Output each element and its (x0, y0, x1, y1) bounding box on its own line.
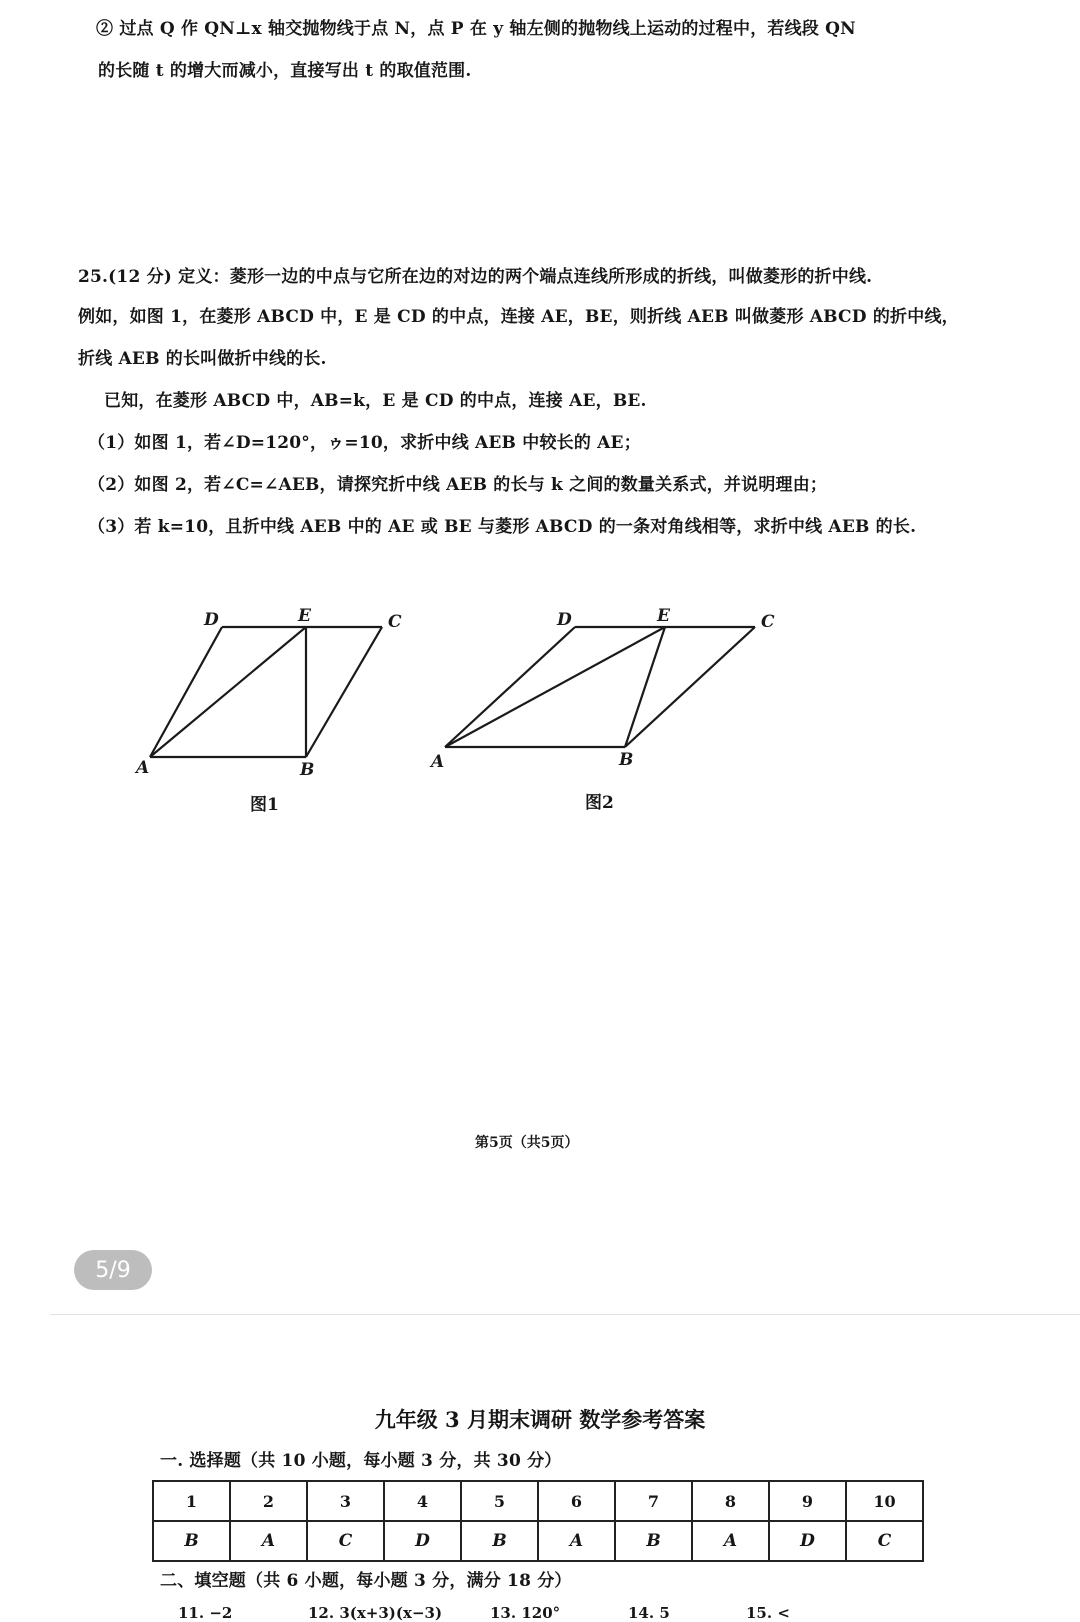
answer-cell: A (230, 1521, 307, 1561)
figure-2-caption: 图2 (585, 793, 614, 813)
question-number-cell: 3 (307, 1481, 384, 1521)
fig1-label-b: B (300, 760, 315, 775)
figure-1-rhombus (130, 605, 420, 775)
fill-answer-11: 11. −2 (178, 1604, 233, 1622)
answer-cell: D (384, 1521, 461, 1561)
page-divider (50, 1314, 1080, 1315)
fig1-label-e: E (298, 606, 311, 626)
answer-cell: B (153, 1521, 230, 1561)
q25-definition-line2: 例如，如图 1，在菱形 ABCD 中，E 是 CD 的中点，连接 AE，BE，则折线 AEB 叫做菱形 ABCD 的折中线， (78, 307, 959, 327)
q25-given: 已知，在菱形 ABCD 中，AB=k，E 是 CD 的中点，连接 AE，BE. (104, 391, 647, 411)
figure-2-rhombus (425, 605, 785, 775)
answer-cell: D (769, 1521, 846, 1561)
page-footer: 第5页（共5页） (475, 1135, 579, 1151)
figure-1-caption: 图1 (250, 795, 279, 815)
question-number-cell: 8 (692, 1481, 769, 1521)
question-number-cell: 7 (615, 1481, 692, 1521)
q25-definition-line3: 折线 AEB 的长叫做折中线的长. (78, 349, 327, 369)
q25-part3: （3）若 k=10，且折中线 AEB 中的 AE 或 BE 与菱形 ABCD 的一条对角线相等，求折中线 AEB 的长. (88, 517, 917, 537)
q24-part2-line2: 的长随 t 的增大而减小，直接写出 t 的取值范围. (98, 61, 472, 81)
fig1-label-a: A (136, 758, 150, 775)
answer-cell: C (846, 1521, 923, 1561)
fig2-label-e: E (657, 606, 670, 626)
question-number-cell: 6 (538, 1481, 615, 1521)
answer-table-answer-row (153, 1521, 923, 1561)
question-number-cell: 4 (384, 1481, 461, 1521)
fig2-label-a: A (431, 752, 445, 772)
fill-answer-14: 14. 5 (628, 1604, 670, 1622)
answer-cell: A (538, 1521, 615, 1561)
question-number-cell: 1 (153, 1481, 230, 1521)
fig1-label-d: D (204, 610, 219, 630)
q25-part2: （2）如图 2，若∠C=∠AEB，请探究折中线 AEB 的长与 k 之间的数量关系式，并说明理由； (88, 475, 828, 495)
fill-answer-12: 12. 3(x+3)(x−3) (308, 1604, 443, 1622)
answer-table-number-row (153, 1481, 923, 1521)
fill-answer-13: 13. 120° (490, 1604, 561, 1622)
answer-cell: B (615, 1521, 692, 1561)
q25-part1: （1）如图 1，若∠D=120°，ゥ=10，求折中线 AEB 中较长的 AE； (88, 433, 641, 453)
fig1-edge-da (150, 627, 222, 757)
fig1-segment-ae (150, 627, 306, 757)
fig1-edge-cb (306, 627, 382, 757)
section1-heading: 一. 选择题（共 10 小题，每小题 3 分，共 30 分） (160, 1451, 562, 1471)
fill-answer-15: 15. < (746, 1604, 790, 1622)
answer-title: 九年级 3 月期末调研 数学参考答案 (374, 1407, 706, 1432)
question-number-cell: 9 (769, 1481, 846, 1521)
fig2-label-b: B (619, 750, 634, 770)
fig1-label-c: C (388, 612, 402, 632)
fig2-label-d: D (557, 610, 572, 630)
answer-table (152, 1480, 924, 1562)
q25-definition-line1: 25.(12 分) 定义：菱形一边的中点与它所在边的对边的两个端点连线所形成的折线，叫做菱形的折中线. (78, 267, 873, 287)
answer-cell: B (461, 1521, 538, 1561)
q24-part2-line1: ② 过点 Q 作 QN⊥x 轴交抛物线于点 N，点 P 在 y 轴左侧的抛物线上运动的过程中，若线段 QN (96, 19, 856, 39)
section2-heading: 二、填空题（共 6 小题，每小题 3 分，满分 18 分） (160, 1571, 572, 1591)
answer-cell: C (307, 1521, 384, 1561)
page-indicator-badge: 5/9 (74, 1250, 152, 1290)
question-number-cell: 10 (846, 1481, 923, 1521)
fig2-label-c: C (761, 612, 775, 632)
question-number-cell: 5 (461, 1481, 538, 1521)
answer-cell: A (692, 1521, 769, 1561)
question-number-cell: 2 (230, 1481, 307, 1521)
